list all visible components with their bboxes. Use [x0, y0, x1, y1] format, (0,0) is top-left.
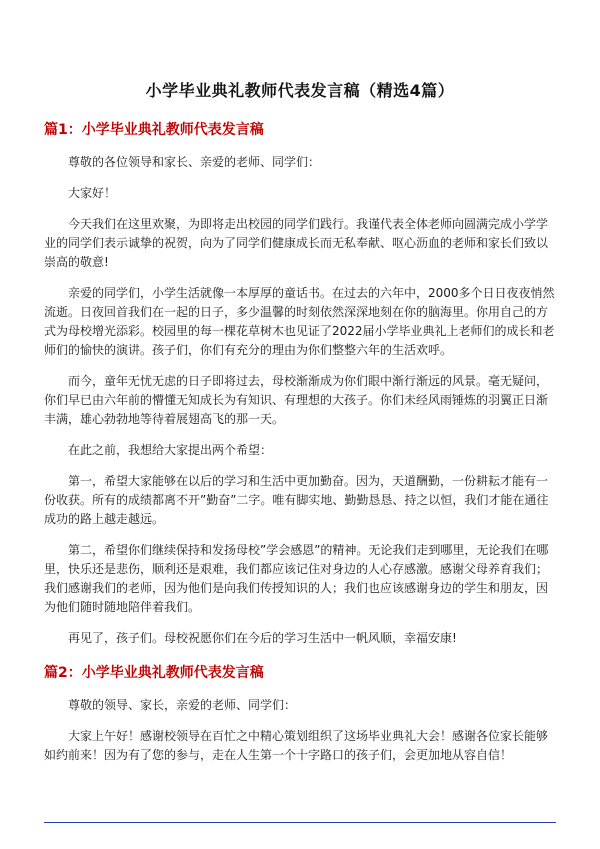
section-heading: 篇2：小学毕业典礼教师代表发言稿 — [44, 665, 264, 681]
paragraph-body: 今天我们在这里欢聚，为即将走出校园的同学们践行。我谨代表全体老师向圆满完成小学学业的同学们表示诚挚的祝贺，向为了同学们健康成长而无私奉献、呕心沥血的老师和家长们致以崇高的敬意! — [44, 217, 549, 269]
paragraph-salutation: 尊敬的各位领导和家长、亲爱的老师、同学们： — [68, 155, 321, 169]
paragraph-body: 而今，童年无忧无虑的日子即将过去，母校渐渐成为你们眼中渐行渐远的风景。毫无疑问，你们早已由六年前的懵懂无知成长为有知识、有理想的大孩子。你们未经风雨锤炼的羽翼正日渐丰满，雄心勃勃地等待着展翅高飞的那一天。 — [44, 374, 549, 426]
paragraph-body: 亲爱的同学们，小学生活就像一本厚厚的童话书。在过去的六年中，2000多个日日夜夜悄然流逝。日夜回首我们在一起的日子，多少温馨的时刻依然深深地刻在你的脑海里。你用自己的方式为母校增光添彩。校园里的每一棵花草树木也见证了2022届小学毕业典礼上老师们的成长和老师们的愉快的演讲。孩子们，你们有充分的理由为你们整整六年的生活欢呼。 — [44, 286, 555, 357]
paragraph-body: 第一，希望大家能够在以后的学习和生活中更加勤奋。因为，天道酬勤，一份耕耘才能有一份收获。所有的成绩都离不开”勤奋”二字。唯有脚实地、勤勤恳恳、持之以恒，我们才能在通往成功的路上越走越远。 — [44, 474, 549, 526]
bottom-divider — [44, 822, 556, 823]
paragraph-body: 大家上午好！感谢校领导在百忙之中精心策划组织了这场毕业典礼大会！感谢各位家长能够如约前来！因为有了您的参与，走在人生第一个十字路口的孩子们，会更加地从容自信！ — [44, 729, 549, 762]
section-2 — [44, 662, 556, 765]
paragraph-closing: 再见了，孩子们。母校祝愿你们在今后的学习生活中一帆风顺，幸福安康! — [68, 631, 457, 645]
section-heading: 篇1：小学毕业典礼教师代表发言稿 — [44, 122, 264, 138]
paragraph-salutation: 尊敬的领导、家长，亲爱的老师、同学们： — [68, 698, 297, 712]
paragraph-body: 第二，希望你们继续保持和发扬母校”学会感恩”的精神。无论我们走到哪里，无论我们在哪里，快乐还是悲伤，顺利还是艰难，我们都应该记住对身边的人心存感激。感谢父母养育我们；我们感谢我们的老师，因为他们是向我们传授知识的人；我们也应该感谢身边的学生和朋友，因为他们随时随地陪伴着我们。 — [44, 543, 549, 614]
paragraph-greeting: 大家好！ — [68, 186, 117, 200]
document-title: 小学毕业典礼教师代表发言稿（精选4篇） — [145, 81, 455, 100]
section-1 — [44, 119, 556, 648]
paragraph-body: 在此之前，我想给大家提出两个希望： — [68, 443, 273, 457]
